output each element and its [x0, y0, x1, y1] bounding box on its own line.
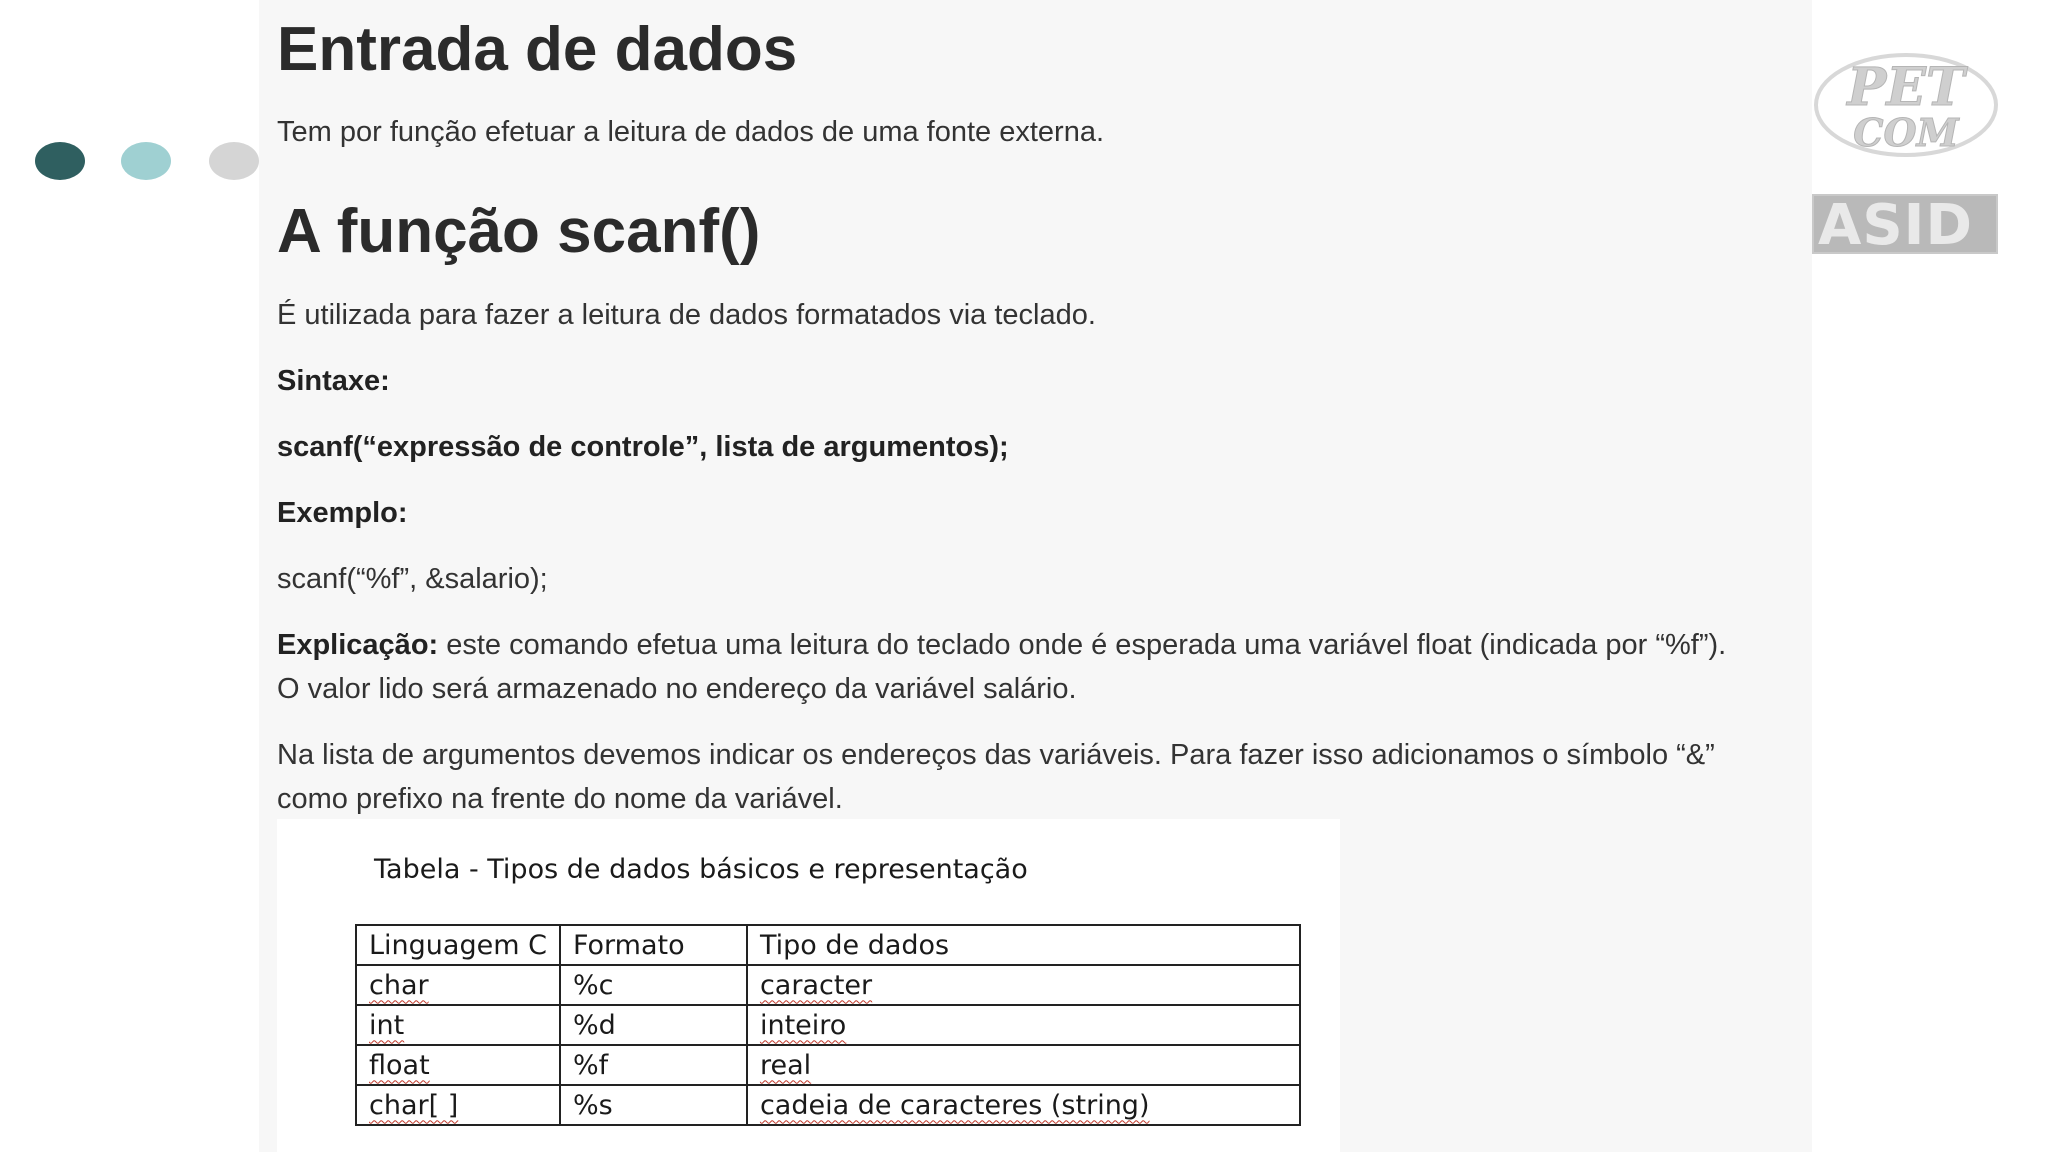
header-cell: Formato — [560, 925, 747, 965]
example-label: Exemplo: — [277, 497, 408, 529]
decor-dot-grey — [209, 142, 259, 180]
note-text: Na lista de argumentos devemos indicar os endereços das variáveis. Para fazer isso adicionamos o símbolo “&” — [277, 739, 1715, 771]
table-cell: int — [356, 1005, 560, 1045]
explanation-text: Explicação: este comando efetua uma leitura do teclado onde é esperada uma variável float (indicada por “%f”). — [277, 629, 1727, 661]
table-cell: cadeia de caracteres (string) — [747, 1085, 1300, 1125]
table-cell: %c — [560, 965, 747, 1005]
title-funcao-scanf: A função scanf() — [277, 197, 761, 266]
table-cell: caracter — [747, 965, 1300, 1005]
table-row — [356, 1085, 1300, 1125]
table-cell: real — [747, 1045, 1300, 1085]
description-text: É utilizada para fazer a leitura de dados formatados via teclado. — [277, 299, 1096, 331]
intro-text: Tem por função efetuar a leitura de dados de uma fonte externa. — [277, 116, 1105, 148]
table-row — [356, 1045, 1300, 1085]
pet-logo — [1814, 50, 1998, 160]
header-cell: Linguagem C — [356, 925, 560, 965]
table-cell: %s — [560, 1085, 747, 1125]
table-cell: float — [356, 1045, 560, 1085]
svg-text:COM: COM — [1853, 110, 1959, 155]
syntax-label: Sintaxe: — [277, 365, 390, 397]
title-entrada-de-dados: Entrada de dados — [277, 15, 798, 84]
decor-dot-dark — [35, 142, 85, 180]
decor-dot-light — [121, 142, 171, 180]
svg-text:PET: PET — [1847, 57, 1965, 118]
table-caption: Tabela - Tipos de dados básicos e representação — [374, 854, 1028, 885]
syntax-code: scanf(“expressão de controle”, lista de argumentos); — [277, 431, 1009, 463]
header-cell: Tipo de dados — [747, 925, 1300, 965]
table-cell: %f — [560, 1045, 747, 1085]
table-cell: inteiro — [747, 1005, 1300, 1045]
table-header-row — [356, 925, 1300, 965]
table-cell: char[ ] — [356, 1085, 560, 1125]
table-cell: %d — [560, 1005, 747, 1045]
table-row — [356, 965, 1300, 1005]
explanation-text-line2: O valor lido será armazenado no endereço da variável salário. — [277, 673, 1077, 705]
example-code: scanf(“%f”, &salario); — [277, 563, 548, 595]
data-types-table — [355, 924, 1301, 1126]
note-text-line2: como prefixo na frente do nome da variável. — [277, 783, 843, 815]
asid-logo: ASID — [1812, 194, 1998, 254]
table-figure — [277, 819, 1340, 1159]
table-cell: char — [356, 965, 560, 1005]
table-row — [356, 1005, 1300, 1045]
slide-panel — [259, 0, 1812, 1152]
